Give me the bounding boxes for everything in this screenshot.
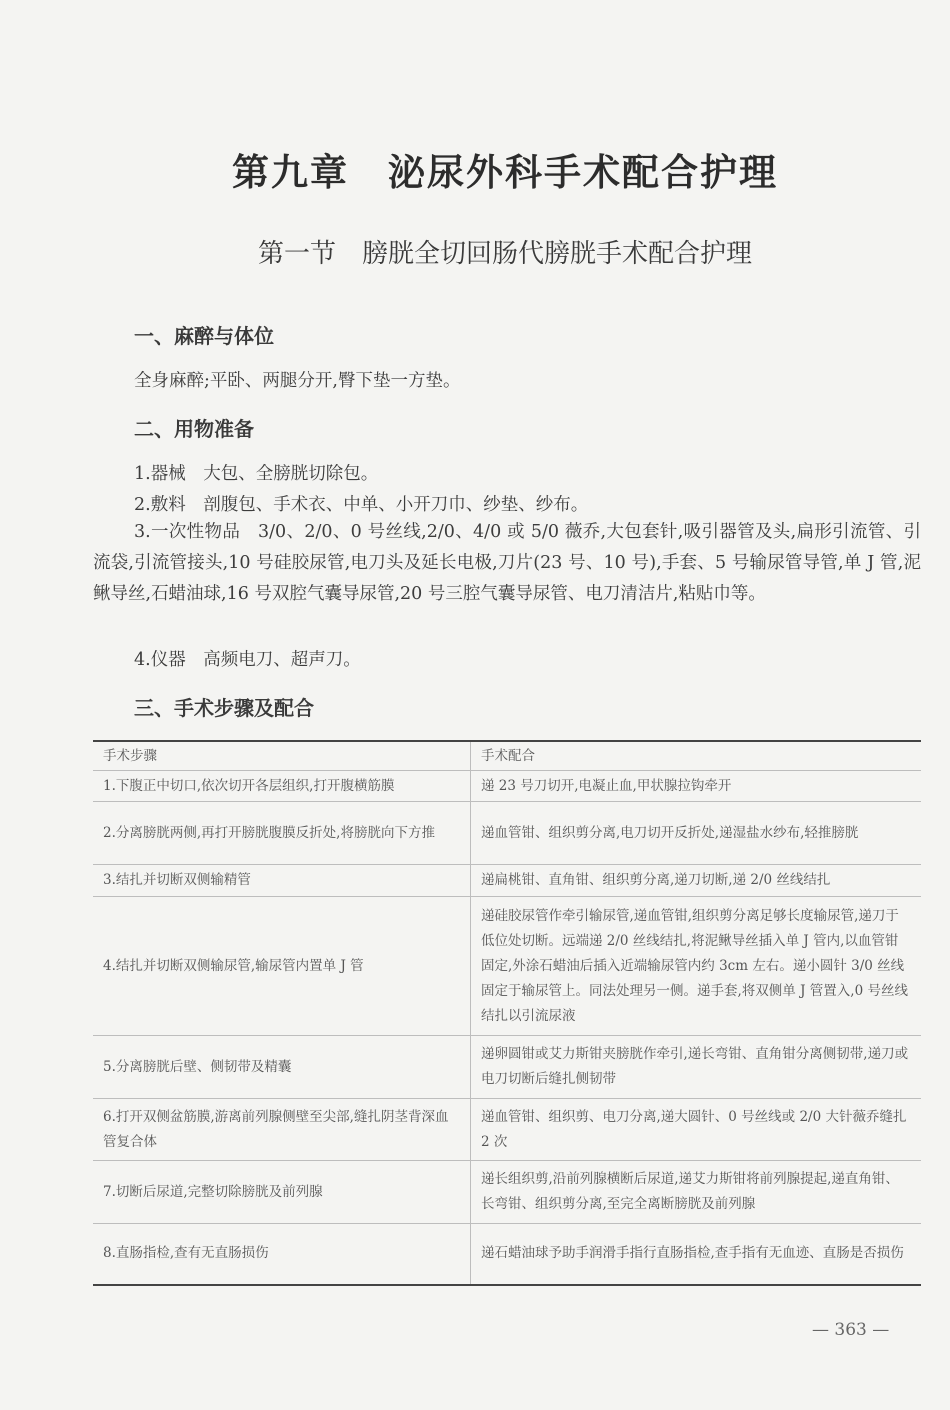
step-cell: 1.下腹正中切口,依次切开各层组织,打开腹横筋膜: [93, 771, 471, 802]
section-title: 第一节 膀胱全切回肠代膀胱手术配合护理: [257, 239, 752, 269]
heading-supplies: 二、用物准备: [134, 417, 254, 441]
step-cell: 7.切断后尿道,完整切除膀胱及前列腺: [93, 1161, 471, 1224]
page-number: — 363 —: [812, 1320, 890, 1340]
step-cell: 4.结扎并切断双侧输尿管,输尿管内置单 J 管: [93, 897, 471, 1036]
step-cell: 6.打开双侧盆筋膜,游离前列腺侧壁至尖部,缝扎阴茎背深血管复合体: [93, 1099, 471, 1161]
header-step: 手术步骤: [93, 741, 471, 771]
cooperation-cell: 递扁桃钳、直角钳、组织剪分离,递刀切断,递 2/0 丝线结扎: [471, 865, 922, 897]
table-row: [93, 865, 921, 897]
table-row: [93, 1099, 921, 1161]
header-cooperation: 手术配合: [471, 741, 922, 771]
step-cell: 8.直肠指检,查有无直肠损伤: [93, 1224, 471, 1285]
cooperation-cell: 递血管钳、组织剪、电刀分离,递大圆针、0 号丝线或 2/0 大针薇乔缝扎 2 次: [471, 1099, 922, 1161]
table-row: [93, 1224, 921, 1285]
cooperation-cell: 递长组织剪,沿前列腺横断后尿道,递艾力斯钳将前列腺提起,递直角钳、长弯钳、组织剪分离,至完全离断膀胱及前列腺: [471, 1161, 922, 1224]
table-row: [93, 1036, 921, 1099]
table-row: [93, 897, 921, 1036]
cooperation-cell: 递卵圆钳或艾力斯钳夹膀胱作牵引,递长弯钳、直角钳分离侧韧带,递刀或电刀切断后缝扎侧韧带: [471, 1036, 922, 1099]
supply-item-disposables: 3.一次性物品 3/0、2/0、0 号丝线,2/0、4/0 或 5/0 薇乔,大包套针,吸引器管及头,扁形引流管、引流袋,引流管接头,10 号硅胶尿管,电刀头及延长电极,刀片(23 号、10 号),手套、5 号输尿管导管,单 J 管,泥鳅导丝,石蜡油球,16 号双腔气囊导尿管,20 号三腔气囊导尿管、电刀清洁片,粘贴巾等。: [93, 522, 921, 604]
step-cell: 5.分离膀胱后壁、侧韧带及精囊: [93, 1036, 471, 1099]
table-row: [93, 1161, 921, 1224]
step-cell: 2.分离膀胱两侧,再打开膀胱腹膜反折处,将膀胱向下方推: [93, 802, 471, 865]
cooperation-cell: 递石蜡油球予助手润滑手指行直肠指检,查手指有无血迹、直肠是否损伤: [471, 1224, 922, 1285]
cooperation-cell: 递 23 号刀切开,电凝止血,甲状腺拉钩牵开: [471, 771, 922, 802]
table-row: [93, 771, 921, 802]
chapter-title: 第九章 泌尿外科手术配合护理: [232, 151, 778, 194]
anesthesia-text: 全身麻醉;平卧、两腿分开,臀下垫一方垫。: [134, 371, 461, 391]
heading-procedure: 三、手术步骤及配合: [134, 696, 314, 720]
cooperation-cell: 递血管钳、组织剪分离,电刀切开反折处,递湿盐水纱布,轻推膀胱: [471, 802, 922, 865]
heading-anesthesia: 一、麻醉与体位: [134, 324, 274, 348]
step-cell: 3.结扎并切断双侧输精管: [93, 865, 471, 897]
supply-item-equipment: 4.仪器 高频电刀、超声刀。: [134, 650, 361, 670]
table-row: [93, 802, 921, 865]
cooperation-cell: 递硅胶尿管作牵引输尿管,递血管钳,组织剪分离足够长度输尿管,递刀于低位处切断。远端递 2/0 丝线结扎,将泥鳅导丝插入单 J 管内,以血管钳固定,外涂石蜡油后插入近端输尿管内约 3cm 左右。递小圆针 3/0 丝线固定于输尿管上。同法处理另一侧。递手套,将双侧单 J 管置入,0 号丝线结扎以引流尿液: [471, 897, 922, 1036]
procedure-table: [93, 740, 921, 1286]
supply-item-dressings: 2.敷料 剖腹包、手术衣、中单、小开刀巾、纱垫、纱布。: [134, 495, 589, 515]
table-header-row: [93, 741, 921, 771]
supply-item-instruments: 1.器械 大包、全膀胱切除包。: [134, 464, 379, 484]
